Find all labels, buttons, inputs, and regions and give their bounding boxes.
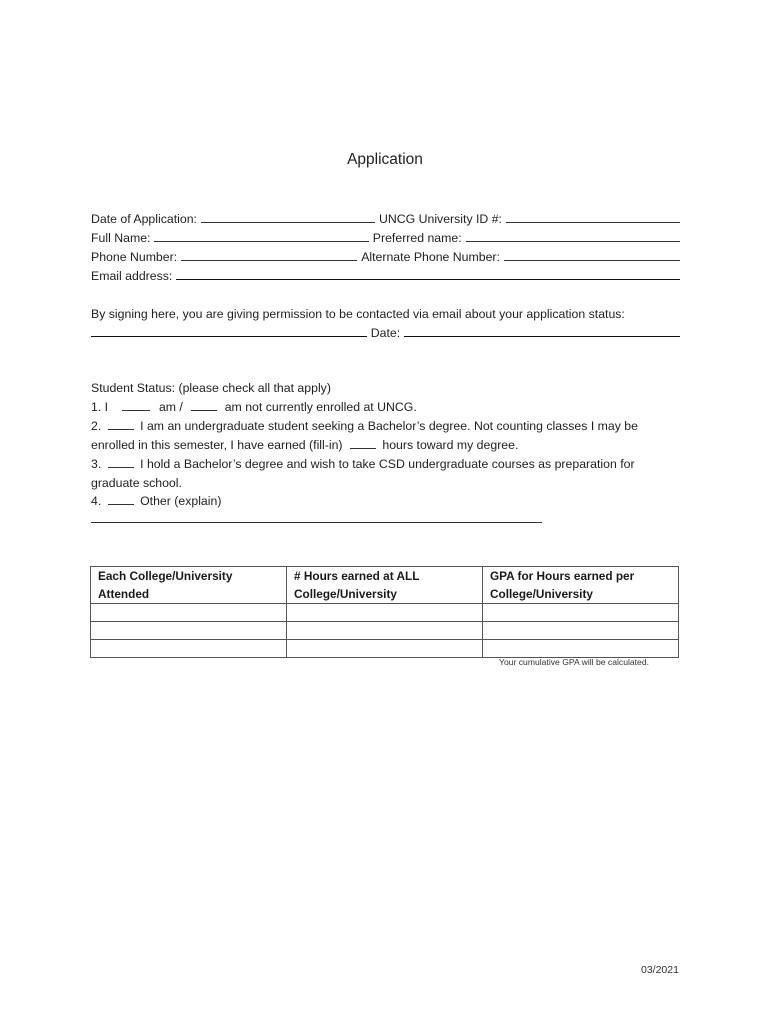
- header-text: College/University: [490, 586, 593, 601]
- phone-row: [91, 248, 680, 267]
- revision-date: 03/2021: [641, 964, 679, 976]
- table-row: [91, 640, 679, 658]
- phone-number-field[interactable]: [181, 248, 357, 261]
- table-header-gpa: [483, 567, 679, 604]
- email-row: [91, 267, 680, 286]
- signature-row: [91, 324, 680, 343]
- status-item-2-text-3: hours toward my degree.: [382, 438, 519, 452]
- other-explain-field[interactable]: [91, 510, 542, 523]
- header-text: # Hours earned at ALL: [294, 569, 420, 583]
- header-text: Attended: [98, 586, 150, 601]
- status-item-1-prefix: 1. I: [91, 400, 109, 414]
- signature-date-field[interactable]: [404, 324, 680, 337]
- undergraduate-blank[interactable]: [108, 417, 134, 430]
- gpa-note: Your cumulative GPA will be calculated.: [499, 657, 649, 667]
- table-cell[interactable]: [91, 640, 287, 658]
- table-cell[interactable]: [91, 604, 287, 622]
- signature-field[interactable]: [91, 324, 367, 337]
- table-header-college: [91, 567, 287, 604]
- other-explain-row: [91, 510, 542, 523]
- name-row: [91, 229, 680, 248]
- uncg-id-field[interactable]: [506, 210, 680, 223]
- status-item-2-prefix: 2.: [91, 419, 102, 433]
- not-enrolled-blank[interactable]: [191, 398, 217, 411]
- table-header-row: [91, 567, 679, 604]
- table-cell[interactable]: [287, 640, 483, 658]
- uncg-id-label: UNCG University ID #:: [378, 212, 502, 226]
- date-id-row: [91, 210, 680, 229]
- status-item-4-text: Other (explain): [140, 494, 222, 508]
- status-item-4-prefix: 4.: [91, 494, 102, 508]
- student-status-heading: Student Status: (please check all that apply): [91, 381, 331, 395]
- table-cell[interactable]: [483, 622, 679, 640]
- table-cell[interactable]: [483, 604, 679, 622]
- preferred-name-field[interactable]: [466, 229, 680, 242]
- enrolled-blank[interactable]: [122, 398, 150, 411]
- status-item-2: [91, 417, 638, 436]
- header-text: College/University: [294, 586, 397, 601]
- full-name-field[interactable]: [154, 229, 368, 242]
- other-blank[interactable]: [108, 492, 134, 505]
- signature-date-label: Date:: [370, 326, 401, 340]
- status-item-1-suffix: am not currently enrolled at UNCG.: [224, 400, 417, 414]
- page-title: Application: [347, 151, 423, 168]
- status-item-3-continued: graduate school.: [91, 476, 182, 490]
- alternate-phone-field[interactable]: [504, 248, 680, 261]
- alternate-phone-label: Alternate Phone Number:: [361, 250, 500, 264]
- status-item-1-middle: am /: [158, 400, 183, 414]
- status-item-2-text: I am an undergraduate student seeking a Bachelor’s degree. Not counting classes I may be: [140, 419, 638, 433]
- status-item-3-text: I hold a Bachelor’s degree and wish to take CSD undergraduate courses as preparation for: [140, 457, 635, 471]
- date-of-application-label: Date of Application:: [91, 212, 197, 226]
- table-cell[interactable]: [287, 604, 483, 622]
- hours-earned-blank[interactable]: [350, 436, 376, 449]
- status-item-3-prefix: 3.: [91, 457, 102, 471]
- permission-text: By signing here, you are giving permission to be contacted via email about your application status:: [91, 307, 625, 321]
- header-text: GPA for Hours earned per: [490, 569, 635, 583]
- phone-number-label: Phone Number:: [91, 250, 178, 264]
- email-address-label: Email address:: [91, 269, 173, 283]
- preferred-name-label: Preferred name:: [372, 231, 462, 245]
- date-of-application-field[interactable]: [201, 210, 375, 223]
- status-item-1: [91, 398, 417, 417]
- table-row: [91, 604, 679, 622]
- bachelors-blank[interactable]: [108, 455, 134, 468]
- status-item-2-text-2: enrolled in this semester, I have earned (fill-in): [91, 438, 343, 452]
- table-cell[interactable]: [287, 622, 483, 640]
- status-item-4: [91, 492, 221, 511]
- college-table: [90, 566, 679, 658]
- status-item-3: [91, 455, 635, 474]
- table-cell[interactable]: [91, 622, 287, 640]
- table-cell[interactable]: [483, 640, 679, 658]
- full-name-label: Full Name:: [91, 231, 151, 245]
- header-text: Each College/University: [98, 569, 233, 583]
- email-address-field[interactable]: [176, 267, 680, 280]
- table-header-hours: [287, 567, 483, 604]
- table-row: [91, 622, 679, 640]
- status-item-2-continued: [91, 436, 518, 455]
